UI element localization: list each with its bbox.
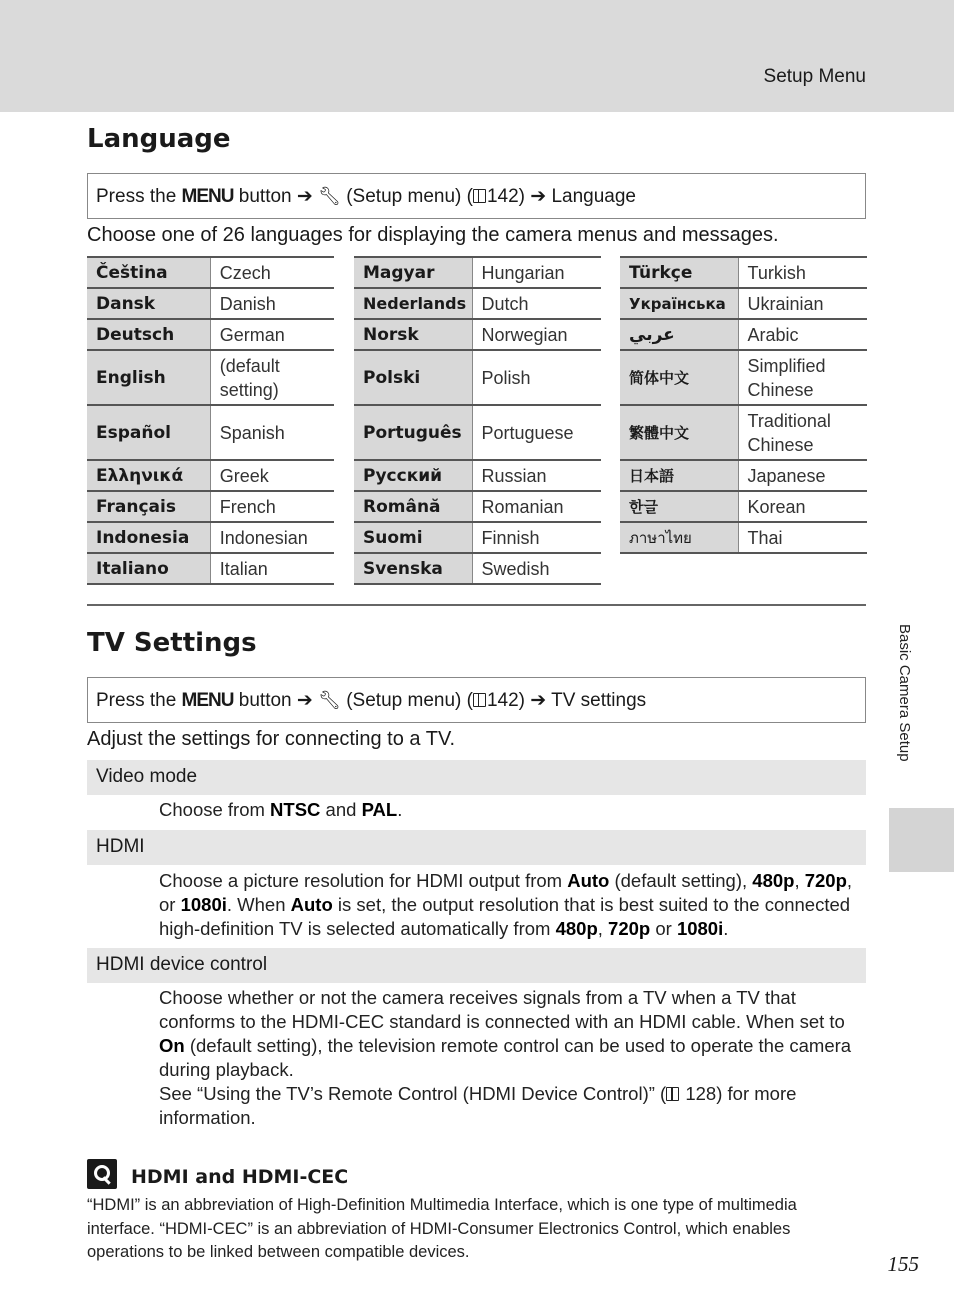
table-row: Ελληνικά Greek <box>87 460 334 491</box>
language-title: Language <box>87 124 231 154</box>
header-band <box>0 0 954 112</box>
table-row: Deutsch German <box>87 319 334 350</box>
table-row: Español Spanish <box>87 405 334 460</box>
table-row: Nederlands Dutch <box>354 288 601 319</box>
language-table-3 <box>620 256 867 554</box>
tv-intro: Adjust the settings for connecting to a TV. <box>87 728 456 750</box>
menu-button-icon: MENU <box>181 690 234 711</box>
tv-settings-title: TV Settings <box>87 628 257 658</box>
video-mode-label: Video mode <box>87 760 866 795</box>
language-menu-path: Press the MENU button ➔ 🔧︎ (Setup menu) ( 142) ➔ Language <box>87 173 866 219</box>
hdmi-device-control-label: HDMI device control <box>87 948 866 983</box>
table-row: Indonesia Indonesian <box>87 522 334 553</box>
hdmi-device-control-description: Choose whether or not the camera receives signals from a TV when a TV that conforms to the HDMI-CEC standard is connected with an HDMI cable. When set to On (default setting), the television remote control can be used to operate the camera during playback. See “Using the TV’s Remote Control (HDMI Device Control)” ( 128) for more information. <box>159 987 852 1128</box>
table-row: Română Romanian <box>354 491 601 522</box>
hdmi-label: HDMI <box>87 830 866 865</box>
table-row: عربي Arabic <box>620 319 867 350</box>
note-title: HDMI and HDMI-CEC <box>131 1166 349 1188</box>
table-row: 日本語 Japanese <box>620 460 867 491</box>
table-row: 한글 Korean <box>620 491 867 522</box>
table-row: Polski Polish <box>354 350 601 405</box>
book-reference-icon <box>666 1087 679 1101</box>
table-row: ภาษาไทย Thai <box>620 522 867 553</box>
magnifier-note-icon <box>87 1159 117 1189</box>
table-row: English (default setting) <box>87 350 334 405</box>
table-row: Français French <box>87 491 334 522</box>
video-mode-description: Choose from NTSC and PAL. <box>159 799 403 820</box>
section-divider <box>87 604 866 606</box>
table-row: Svenska Swedish <box>354 553 601 584</box>
table-row: Українська Ukrainian <box>620 288 867 319</box>
menu-button-icon: MENU <box>181 186 234 207</box>
side-tab-label: Basic Camera Setup <box>896 624 913 762</box>
language-table-2 <box>354 256 601 585</box>
wrench-icon: 🔧︎ <box>318 186 341 206</box>
table-row: 繁體中文 Traditional Chinese <box>620 405 867 460</box>
table-row: Dansk Danish <box>87 288 334 319</box>
language-intro: Choose one of 26 languages for displaying the camera menus and messages. <box>87 224 779 246</box>
wrench-icon: 🔧︎ <box>318 690 341 710</box>
tv-menu-path: Press the MENU button ➔ 🔧︎ (Setup menu) ( 142) ➔ TV settings <box>87 677 866 723</box>
table-row: Magyar Hungarian <box>354 257 601 288</box>
note-text: “HDMI” is an abbreviation of High-Definition Multimedia Interface, which is one type of multimedia interface. “HDMI-CEC” is an abbreviation of HDMI-Consumer Electronics Control, which enables operations to be linked between compatible devices. <box>87 1196 797 1261</box>
section-header: Setup Menu <box>763 66 866 87</box>
side-tab-marker <box>889 808 954 872</box>
table-row: Čeština Czech <box>87 257 334 288</box>
table-row: 简体中文 Simplified Chinese <box>620 350 867 405</box>
language-table-1 <box>87 256 334 585</box>
table-row: Türkçe Turkish <box>620 257 867 288</box>
table-row: Italiano Italian <box>87 553 334 584</box>
hdmi-description: Choose a picture resolution for HDMI output from Auto (default setting), 480p, 720p, or 1080i. When Auto is set, the output resolution that is best suited to the connected high-definition TV is selected automatically from 480p, 720p or 1080i. <box>159 870 853 939</box>
page-number: 155 <box>887 1252 919 1276</box>
book-reference-icon <box>473 189 486 203</box>
table-row: Norsk Norwegian <box>354 319 601 350</box>
table-row: Português Portuguese <box>354 405 601 460</box>
book-reference-icon <box>473 693 486 707</box>
table-row: Русский Russian <box>354 460 601 491</box>
table-row: Suomi Finnish <box>354 522 601 553</box>
